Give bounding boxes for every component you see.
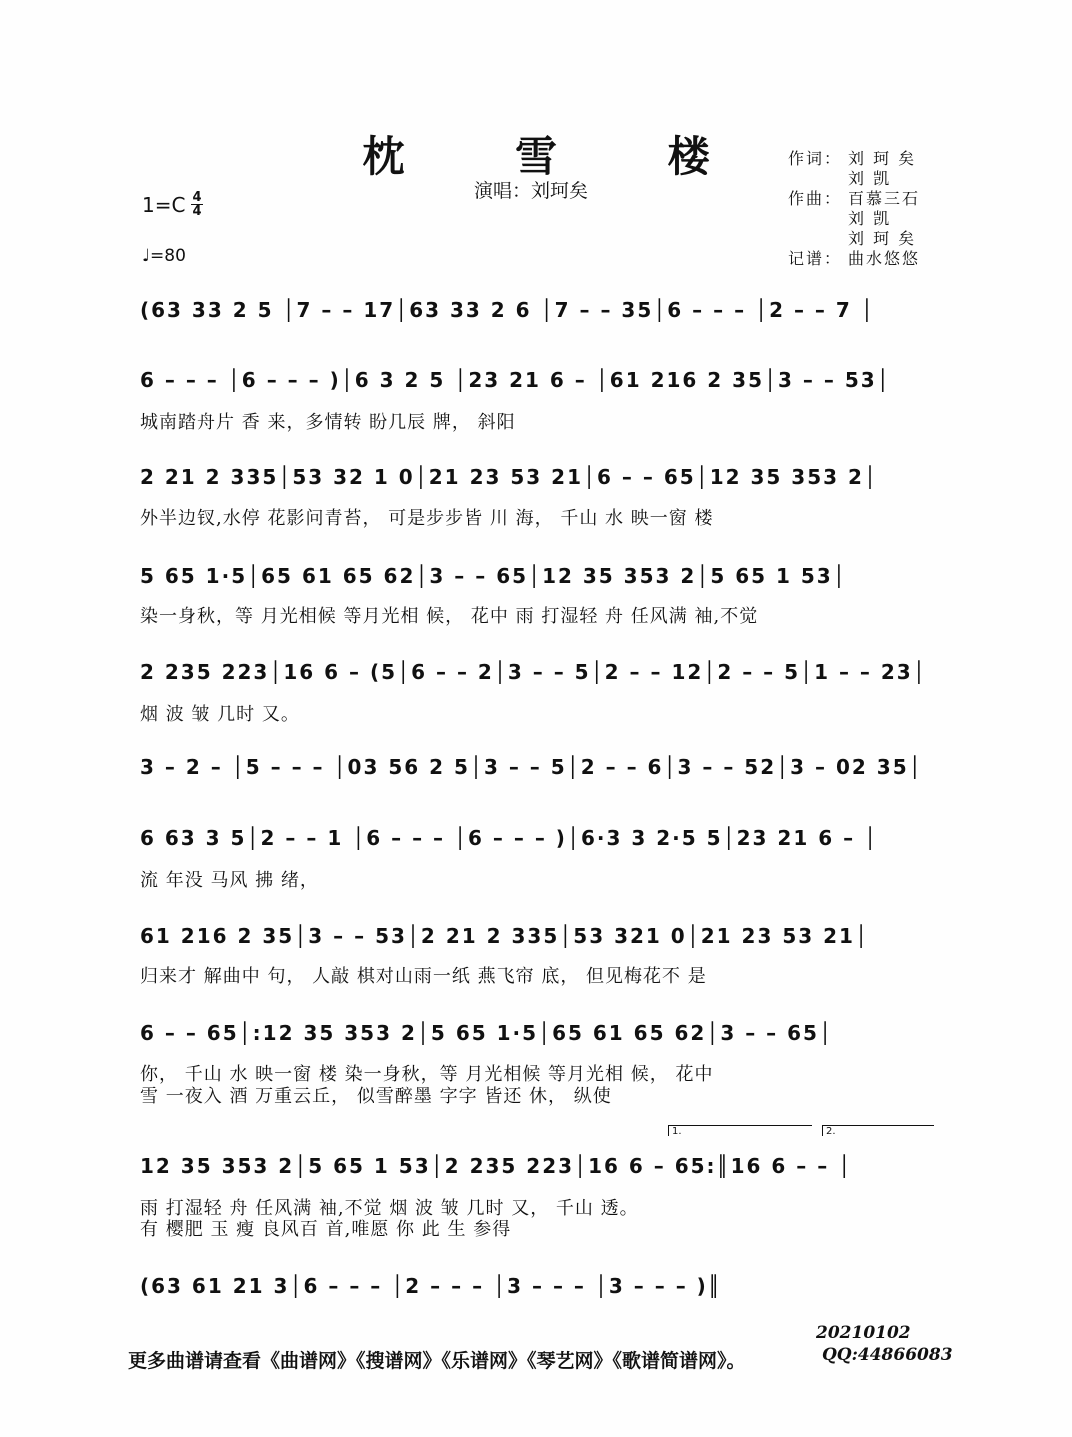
score-line <box>140 924 932 954</box>
credit-name: 曲水悠悠 <box>848 249 921 268</box>
credit-row <box>788 189 920 209</box>
credit-name: 百慕三石 <box>848 189 921 208</box>
key-signature <box>142 191 203 218</box>
score-line <box>140 1274 932 1304</box>
credit-name: 刘 珂 矣 <box>848 149 917 168</box>
score-line <box>140 1154 932 1184</box>
lyric-row: 外半边钗,水停 花影问青苔， 可是步步皆 川 海， 千山 水 映一窗 楼 <box>140 508 714 529</box>
credit-label: 记谱： <box>788 249 843 268</box>
credit-label <box>788 229 848 249</box>
notation-row: 3 – 2 – │5 – – – │03 56 2 5│3 – – 5│2 – – 6│3 – – 52│3 – 02 35│ <box>140 755 923 779</box>
notation-row: 6 – – – │6 – – – )│6 3 2 5 │23 21 6 – │61 216 2 35│3 – – 53│ <box>140 368 891 392</box>
footer-text: 更多曲谱请查看《曲谱网》《搜谱网》《乐谱网》《琴艺网》《歌谱简谱网》。 <box>128 1350 746 1372</box>
lyric-row: 染一身秋，等 月光相候 等月光相 候， 花中 雨 打湿轻 舟 任风满 袖,不觉 <box>140 606 759 627</box>
score-line <box>140 755 932 785</box>
second-ending-bracket: 2. <box>822 1125 934 1136</box>
notation-row: 6 – – 65│:12 35 353 2│5 65 1·5│65 61 65 62│3 – – 65│ <box>140 1021 834 1045</box>
notation-row: (63 61 21 3│6 – – – │2 – – – │3 – – – │3 – – – )║ <box>140 1274 722 1298</box>
score-line <box>140 465 932 495</box>
time-sig-bottom: 4 <box>192 204 202 219</box>
lyric-row: 雨 打湿轻 舟 任风满 袖,不觉 烟 波 皱 几时 又， 千山 透。 <box>140 1198 639 1219</box>
credit-row <box>788 229 920 249</box>
credit-label: 作曲： <box>788 189 843 208</box>
time-sig-top: 4 <box>192 190 202 205</box>
date-stamp: 20210102 <box>816 1323 911 1343</box>
lyric-row: 城南踏舟片 香 来，多情转 盼几辰 牌， 斜阳 <box>140 412 516 433</box>
notation-row: 61 216 2 35│3 – – 53│2 21 2 335│53 321 0│21 23 53 21│ <box>140 924 869 948</box>
credit-row <box>788 249 920 269</box>
credit-row <box>788 149 920 169</box>
key-label: 1=C <box>142 192 186 217</box>
notation-row: 12 35 353 2│5 65 1 53│2 235 223│16 6 – 65:║16 6 – – │ <box>140 1154 853 1178</box>
notation-row: 5 65 1·5│65 61 65 62│3 – – 65│12 35 353 2│5 65 1 53│ <box>140 564 847 588</box>
lyric-row: 你， 千山 水 映一窗 楼 染一身秋，等 月光相候 等月光相 候， 花中 <box>140 1064 714 1085</box>
lyric-row-verse2: 雪 一夜入 酒 万重云丘， 似雪醉墨 字字 皆还 休， 纵使 <box>140 1086 612 1107</box>
credit-row <box>788 209 920 229</box>
score-line <box>140 564 932 594</box>
lyric-row: 烟 波 皱 几时 又。 <box>140 704 300 725</box>
time-signature <box>191 191 202 218</box>
notation-row: 2 21 2 335│53 32 1 0│21 23 53 21│6 – – 65│12 35 353 2│ <box>140 465 878 489</box>
lyric-row: 归来才 解曲中 句， 人敲 棋对山雨一纸 燕飞帘 底， 但见梅花不 是 <box>140 966 707 987</box>
credit-row <box>788 169 920 189</box>
notation-row: (63 33 2 5 │7 – – 17│63 33 2 6 │7 – – 35│6 – – – │2 – – 7 │ <box>140 298 875 322</box>
credit-name: 刘 凯 <box>848 209 892 228</box>
credit-label <box>788 169 848 189</box>
first-ending-bracket: 1. <box>668 1125 812 1136</box>
tempo-marking: ♩=80 <box>142 246 186 266</box>
lyric-row-verse2: 有 樱肥 玉 瘦 良风百 首,唯愿 你 此 生 参得 <box>140 1219 512 1240</box>
singer-credit: 演唱：刘珂矣 <box>474 180 589 202</box>
qq-contact: QQ:44866083 <box>822 1345 953 1365</box>
score-line <box>140 298 932 328</box>
credits-block <box>788 149 920 269</box>
credit-name: 刘 珂 矣 <box>848 229 917 248</box>
notation-row: 6 63 3 5│2 – – 1 │6 – – – │6 – – – )│6·3 3 2·5 5│23 21 6 – │ <box>140 826 879 850</box>
score-line <box>140 826 932 856</box>
credit-label <box>788 209 848 229</box>
score-line <box>140 660 932 690</box>
lyric-row: 流 年没 马风 拂 绪， <box>140 870 319 891</box>
credit-label: 作词： <box>788 149 843 168</box>
score-line <box>140 368 932 398</box>
notation-row: 2 235 223│16 6 – (5│6 – – 2│3 – – 5│2 – – 12│2 – – 5│1 – – 23│ <box>140 660 927 684</box>
score-line <box>140 1021 932 1051</box>
credit-name: 刘 凯 <box>848 169 892 188</box>
song-title: 枕 雪 楼 <box>362 132 758 181</box>
